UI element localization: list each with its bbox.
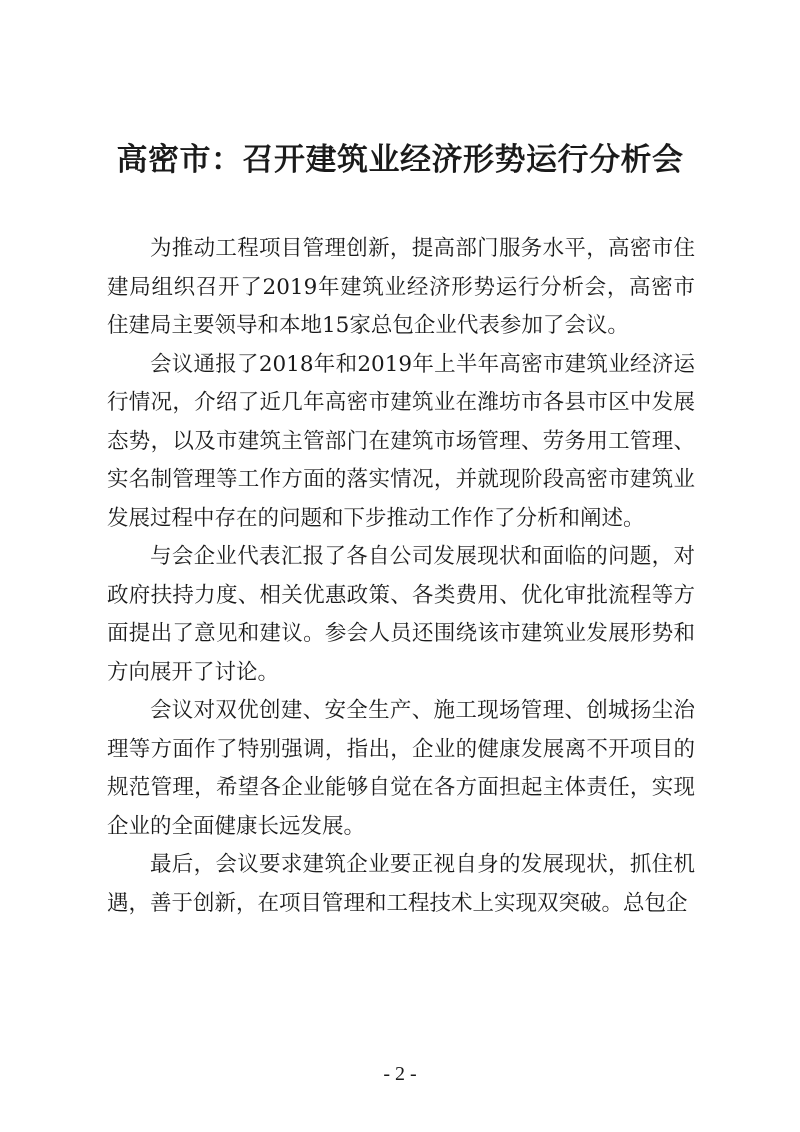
- paragraph: 会议对双优创建、安全生产、施工现场管理、创城扬尘治理等方面作了特别强调，指出，企业的健康发展离不开项目的规范管理，希望各企业能够自觉在各方面担起主体责任，实现企业的全面健康长远发展。: [107, 698, 695, 839]
- page-number: - 2 -: [383, 1063, 417, 1085]
- paragraph: 会议通报了2018年和2019年上半年高密市建筑业经济运行情况，介绍了近几年高密市建筑业在潍坊市各县市区中发展态势，以及市建筑主管部门在建筑市场管理、劳务用工管理、实名制管理等工作方面的落实情况，并就现阶段高密市建筑业发展过程中存在的问题和下步推动工作作了分析和阐述。: [107, 351, 695, 531]
- document-body: [107, 230, 695, 923]
- paragraph: 与会企业代表汇报了各自公司发展现状和面临的问题，对政府扶持力度、相关优惠政策、各类费用、优化审批流程等方面提出了意见和建议。参会人员还围绕该市建筑业发展形势和方向展开了讨论。: [107, 544, 695, 685]
- paragraph: 最后，会议要求建筑企业要正视自身的发展现状，抓住机遇，善于创新，在项目管理和工程技术上实现双突破。总包企: [107, 852, 695, 916]
- document-title: 高密市：召开建筑业经济形势运行分析会: [116, 142, 684, 178]
- paragraph: 为推动工程项目管理创新，提高部门服务水平，高密市住建局组织召开了2019年建筑业经济形势运行分析会，高密市住建局主要领导和本地15家总包企业代表参加了会议。: [107, 236, 695, 338]
